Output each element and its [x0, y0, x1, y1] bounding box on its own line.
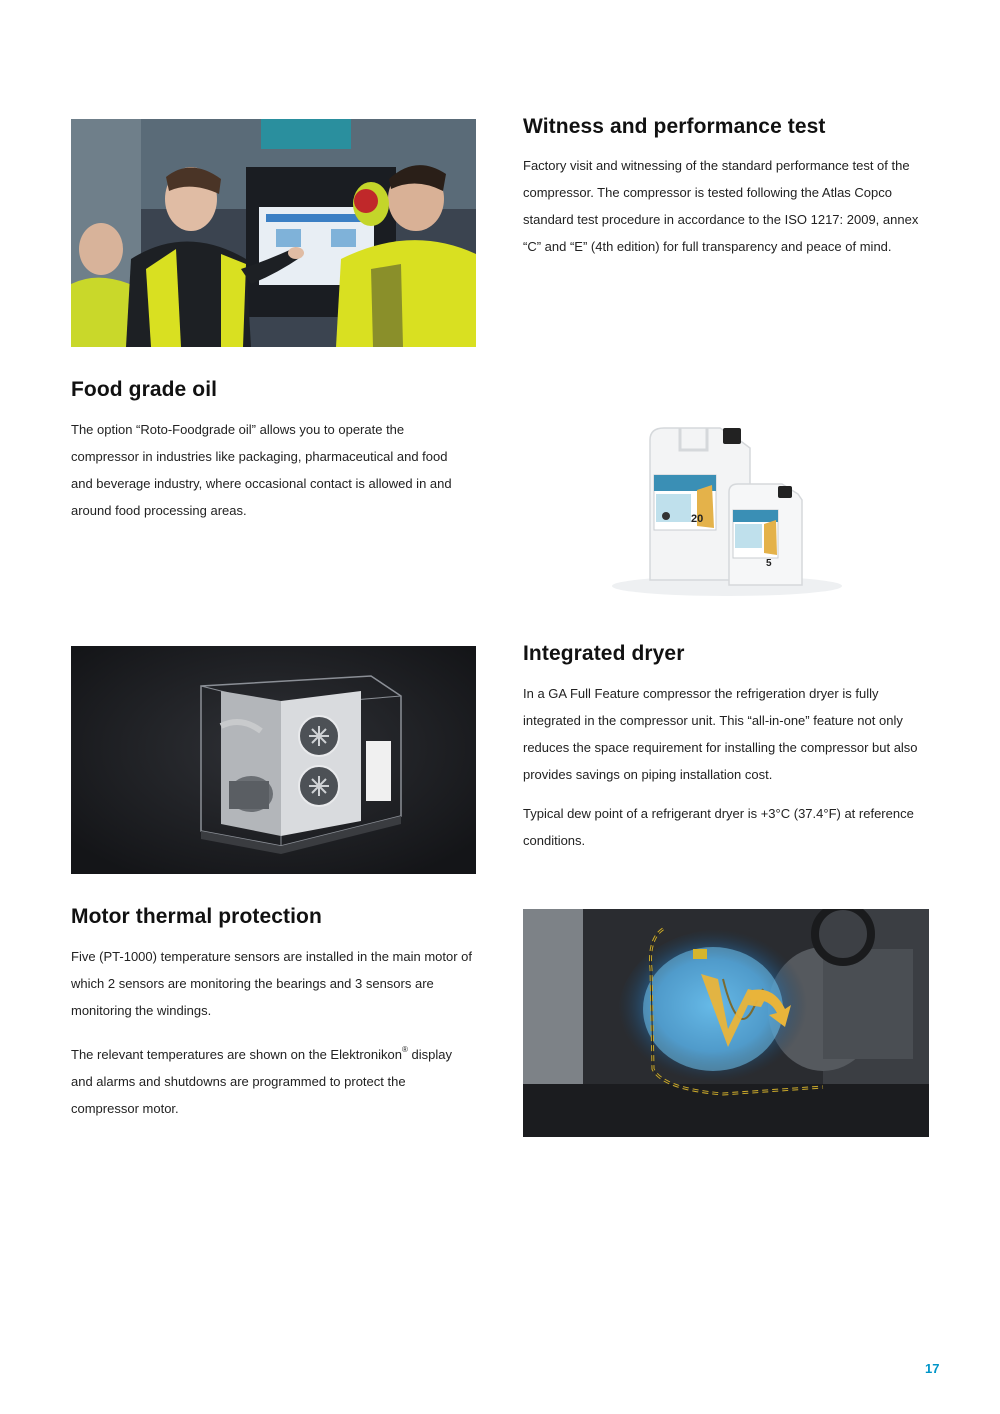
registered-mark: ®: [401, 1045, 408, 1054]
motor-description-2-end: display and alarms and shutdowns are programmed to protect the compressor motor.: [71, 1047, 452, 1116]
dryer-heading: Integrated dryer: [523, 642, 685, 665]
food-oil-description: The option “Roto-Foodgrade oil” allows you to operate the compressor in industries like packaging, pharmaceutical and food and beverage industry, where occasional contact is allowed in and around food processing areas.: [71, 422, 452, 518]
motor-heading: Motor thermal protection: [71, 905, 322, 928]
performance-test-photo: [71, 119, 476, 347]
large-canister-label: 20: [691, 513, 704, 525]
small-canister-label: 5: [766, 558, 772, 569]
witness-description: Factory visit and witnessing of the standard performance test of the compressor. The compressor is tested following the Atlas Copco standard test procedure in accordance to the ISO 1217: 2009, annex “C” and “E” (4th edition) for full transparency and peace of mind.: [523, 158, 919, 254]
motor-thermal-photo: [523, 909, 929, 1137]
motor-description-1: Five (PT-1000) temperature sensors are installed in the main motor of which 2 sensors are monitoring the bearings and 3 sensors are monitoring the windings.: [71, 949, 473, 1018]
dryer-description-1: In a GA Full Feature compressor the refrigeration dryer is fully integrated in the compressor unit. This “all-in-one” feature not only reduces the space requirement for installing the compressor but also provides savings on piping installation cost.: [523, 686, 918, 782]
page-number: 17: [925, 1361, 940, 1376]
oil-canisters-photo: [592, 390, 854, 600]
motor-description-2: [71, 1041, 476, 1122]
motor-description-2-start: The relevant temperatures are shown on the Elektronikon: [71, 1047, 402, 1062]
food-oil-heading: Food grade oil: [71, 378, 218, 401]
integrated-dryer-photo: [71, 646, 476, 874]
dryer-description-2: Typical dew point of a refrigerant dryer is +3°C (37.4°F) at reference conditions.: [523, 806, 914, 848]
witness-heading: Witness and performance test: [523, 115, 826, 138]
